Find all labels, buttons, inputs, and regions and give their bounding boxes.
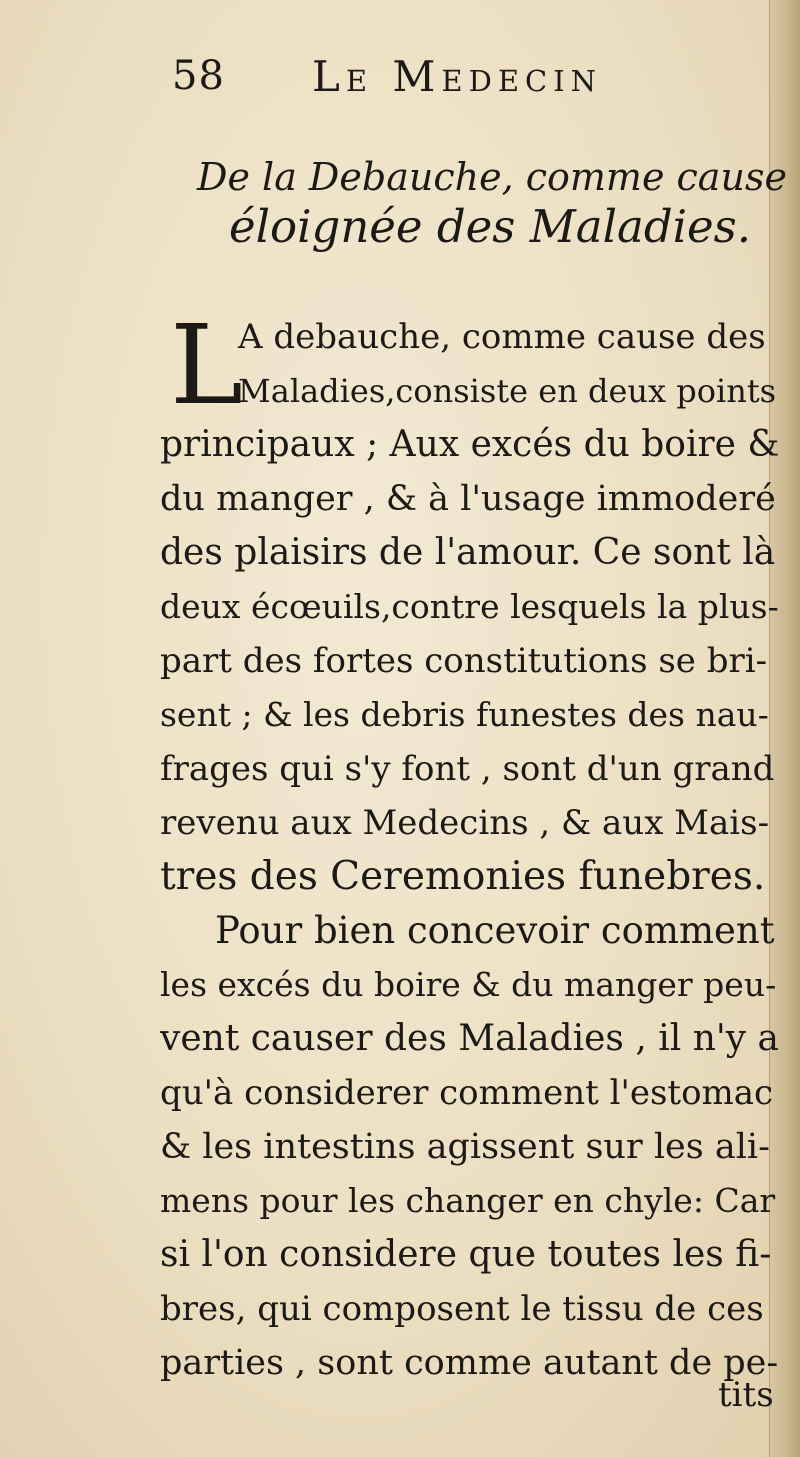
page-header	[172, 52, 692, 102]
text-line: A debauche, comme cause des	[238, 317, 766, 357]
text-line: les excés du boire & du manger peu-	[160, 965, 777, 1004]
text-line: du manger , & à l'usage immoderé	[160, 479, 776, 519]
text-line: revenu aux Medecins , & aux Mais-	[160, 803, 770, 843]
catchword: tits	[718, 1375, 774, 1415]
running-head: Le Medecin	[312, 52, 603, 101]
text-line: des plaisirs de l'amour. Ce sont là	[160, 532, 776, 573]
text-line: Maladies,consiste en deux points	[238, 372, 777, 410]
text-line: sent ; & les debris funestes des nau-	[160, 695, 769, 734]
text-line: frages qui s'y font , sont d'un grand	[160, 749, 775, 789]
page-number: 58	[172, 53, 225, 99]
text-line: tres des Ceremonies funebres.	[160, 854, 766, 899]
text-line: principaux ; Aux excés du boire &	[160, 424, 780, 465]
text-line: bres, qui composent le tissu de ces	[160, 1289, 764, 1329]
text-line: part des fortes constitutions se bri-	[160, 641, 768, 681]
text-line: & les intestins agissent sur les ali-	[160, 1127, 770, 1167]
drop-cap: L	[170, 301, 244, 429]
text-line: mens pour les changer en chyle: Car	[160, 1181, 776, 1220]
chapter-title-line: éloignée des Maladies.	[229, 199, 752, 253]
text-line: vent causer des Maladies , il n'y a	[160, 1018, 780, 1059]
chapter-title	[185, 155, 785, 253]
text-line: Pour bien concevoir comment	[215, 909, 775, 952]
text-line: si l'on considere que toutes les fi-	[160, 1234, 772, 1275]
text-line: parties , sont comme autant de pe-	[160, 1343, 779, 1383]
paragraph-1	[160, 301, 800, 904]
text-line: deux écœuils,contre lesquels la plus-	[160, 587, 779, 626]
paragraph-2	[160, 904, 800, 1390]
chapter-title-line: De la Debauche, comme cause	[197, 155, 787, 199]
body-text	[160, 301, 800, 1390]
text-line: qu'à considerer comment l'estomac	[160, 1073, 774, 1113]
